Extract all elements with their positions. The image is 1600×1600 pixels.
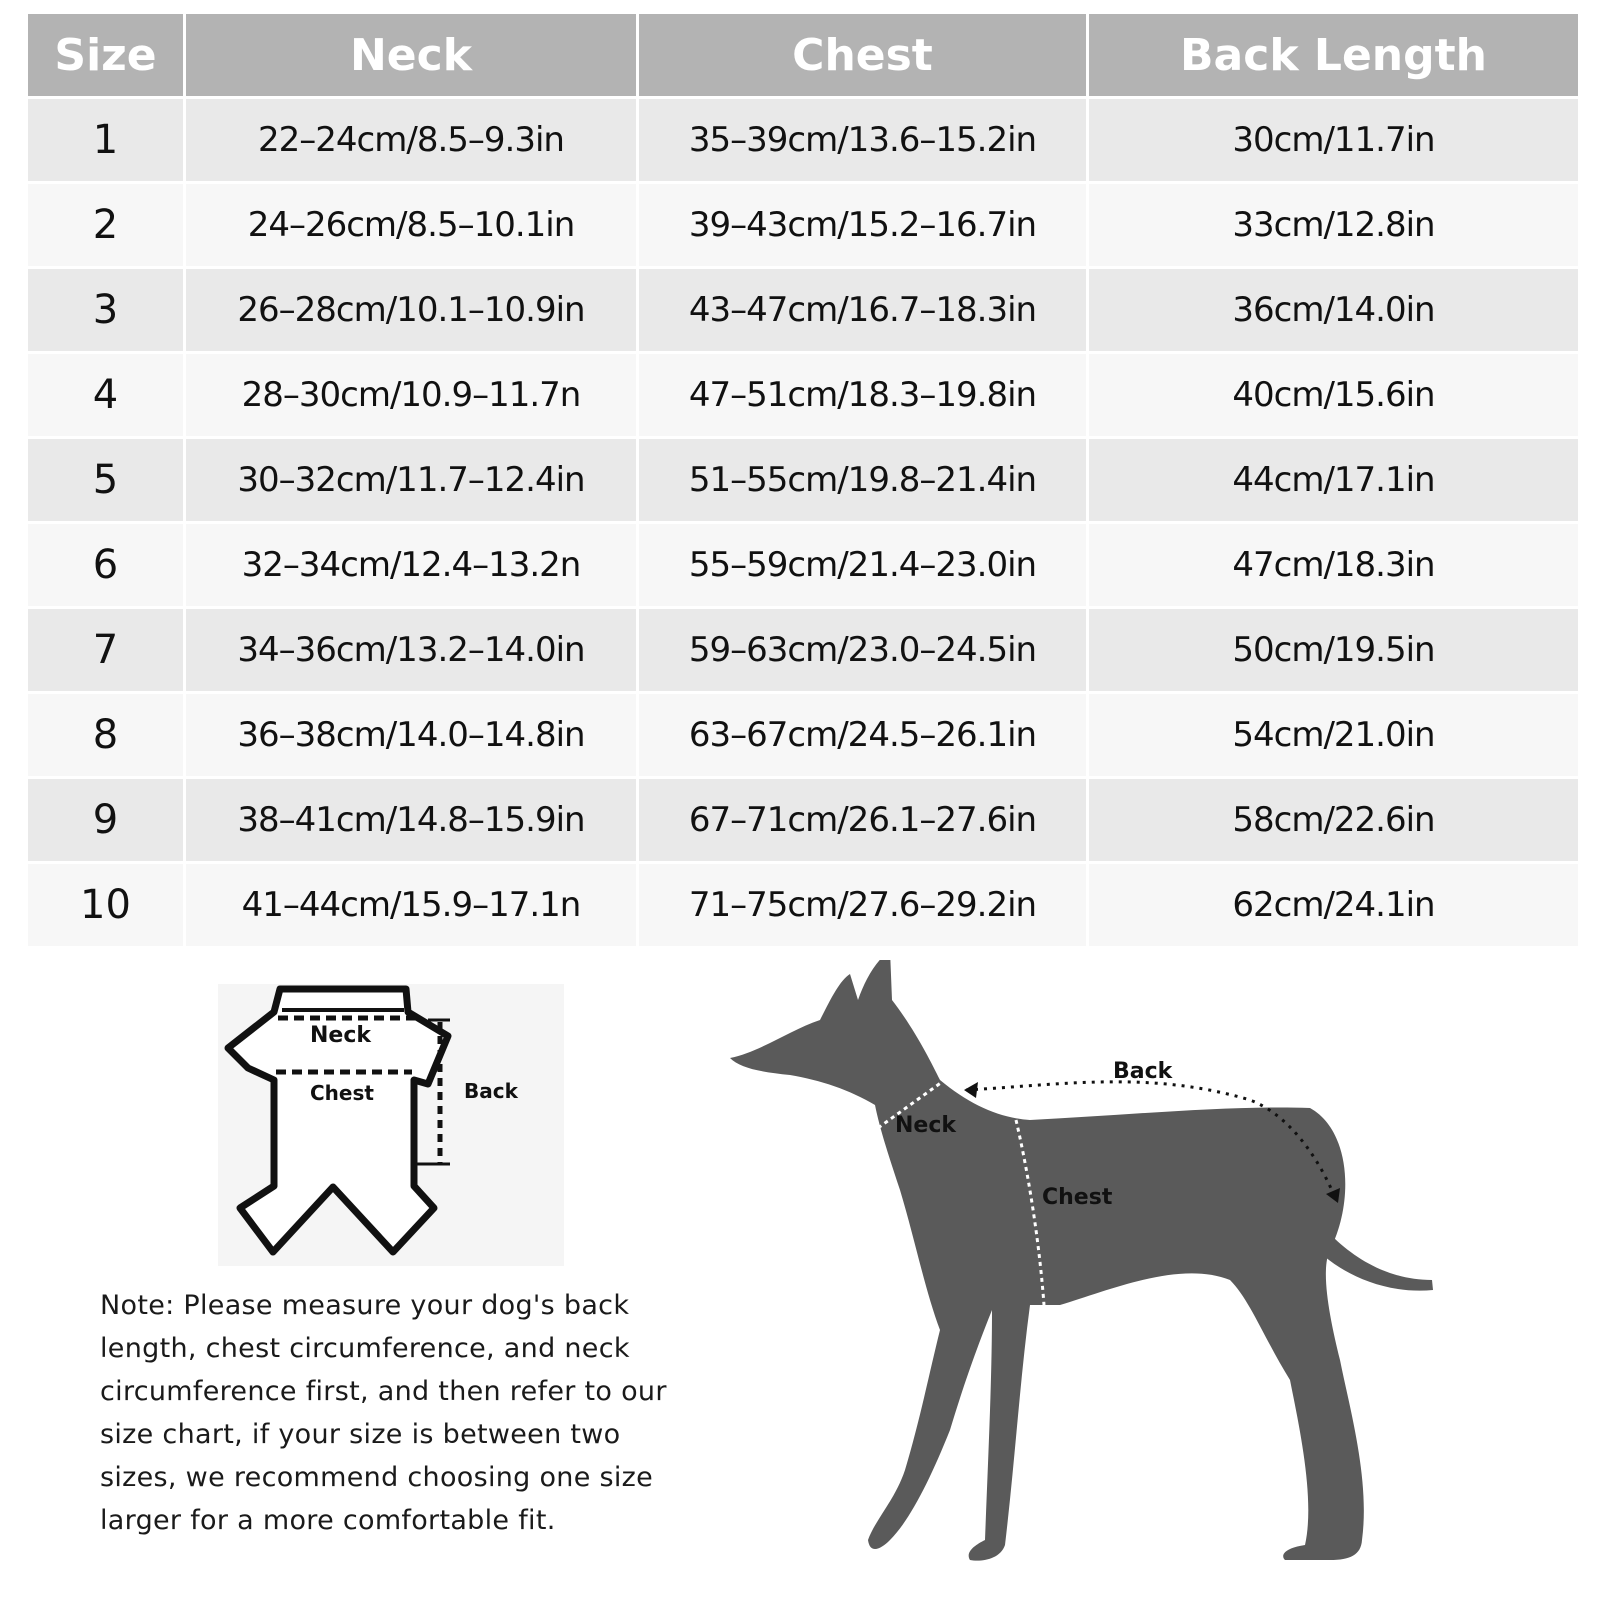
size-cell: 7 <box>28 609 186 694</box>
chest-cell: 55–59cm/21.4–23.0in <box>639 524 1089 609</box>
measurement-note: Note: Please measure your dog's back length, chest circumference, and neck circumference first, and then refer to our size chart, if your size is between two sizes, we recommend choosing one size larger for a more comfortable fit. <box>100 1290 667 1536</box>
size-cell: 1 <box>28 99 186 184</box>
dog-back-label: Back <box>1113 1059 1173 1084</box>
neck-cell: 36–38cm/14.0–14.8in <box>186 694 639 779</box>
dog-silhouette <box>730 960 1433 1561</box>
table-header-row <box>28 14 1578 99</box>
table-row <box>28 99 1578 184</box>
garment-measurement-diagram <box>218 984 564 1266</box>
garment-chest-label: Chest <box>310 1081 374 1105</box>
table-row <box>28 609 1578 694</box>
header-back-length: Back Length <box>1089 14 1578 99</box>
garment-back-label: Back <box>464 1079 518 1103</box>
neck-cell: 26–28cm/10.1–10.9in <box>186 269 639 354</box>
dog-neck-label: Neck <box>895 1113 957 1138</box>
chest-cell: 59–63cm/23.0–24.5in <box>639 609 1089 694</box>
back-length-cell: 54cm/21.0in <box>1089 694 1578 779</box>
neck-cell: 24–26cm/8.5–10.1in <box>186 184 639 269</box>
back-length-cell: 44cm/17.1in <box>1089 439 1578 524</box>
neck-cell: 34–36cm/13.2–14.0in <box>186 609 639 694</box>
chest-cell: 67–71cm/26.1–27.6in <box>639 779 1089 864</box>
back-length-cell: 36cm/14.0in <box>1089 269 1578 354</box>
size-cell: 6 <box>28 524 186 609</box>
dog-back-arrow-head-left <box>964 1082 978 1098</box>
neck-cell: 22–24cm/8.5–9.3in <box>186 99 639 184</box>
table-row <box>28 779 1578 864</box>
table-row <box>28 354 1578 439</box>
back-length-cell: 47cm/18.3in <box>1089 524 1578 609</box>
chest-cell: 47–51cm/18.3–19.8in <box>639 354 1089 439</box>
chest-cell: 71–75cm/27.6–29.2in <box>639 864 1089 949</box>
back-length-cell: 33cm/12.8in <box>1089 184 1578 269</box>
chest-cell: 35–39cm/13.6–15.2in <box>639 99 1089 184</box>
garment-neck-label: Neck <box>310 1023 372 1048</box>
chest-cell: 43–47cm/16.7–18.3in <box>639 269 1089 354</box>
size-cell: 4 <box>28 354 186 439</box>
table-row <box>28 439 1578 524</box>
neck-cell: 30–32cm/11.7–12.4in <box>186 439 639 524</box>
size-cell: 9 <box>28 779 186 864</box>
dog-body <box>730 960 1364 1561</box>
size-cell: 3 <box>28 269 186 354</box>
size-cell: 10 <box>28 864 186 949</box>
chest-cell: 63–67cm/24.5–26.1in <box>639 694 1089 779</box>
size-cell: 2 <box>28 184 186 269</box>
table-row <box>28 524 1578 609</box>
neck-cell: 28–30cm/10.9–11.7n <box>186 354 639 439</box>
back-length-cell: 50cm/19.5in <box>1089 609 1578 694</box>
neck-cell: 38–41cm/14.8–15.9in <box>186 779 639 864</box>
back-length-cell: 40cm/15.6in <box>1089 354 1578 439</box>
neck-cell: 41–44cm/15.9–17.1n <box>186 864 639 949</box>
table-row <box>28 864 1578 949</box>
dog-measurement-diagram <box>730 960 1470 1600</box>
back-length-cell: 30cm/11.7in <box>1089 99 1578 184</box>
table-row <box>28 184 1578 269</box>
back-length-cell: 62cm/24.1in <box>1089 864 1578 949</box>
size-cell: 5 <box>28 439 186 524</box>
header-size: Size <box>28 14 186 99</box>
dog-tail <box>1324 1232 1433 1291</box>
size-cell: 8 <box>28 694 186 779</box>
header-neck: Neck <box>186 14 639 99</box>
chest-cell: 39–43cm/15.2–16.7in <box>639 184 1089 269</box>
neck-cell: 32–34cm/12.4–13.2n <box>186 524 639 609</box>
header-chest: Chest <box>639 14 1089 99</box>
dog-chest-label: Chest <box>1042 1185 1113 1210</box>
table-row <box>28 694 1578 779</box>
back-length-cell: 58cm/22.6in <box>1089 779 1578 864</box>
chest-cell: 51–55cm/19.8–21.4in <box>639 439 1089 524</box>
table-row <box>28 269 1578 354</box>
size-chart-table <box>28 14 1578 949</box>
